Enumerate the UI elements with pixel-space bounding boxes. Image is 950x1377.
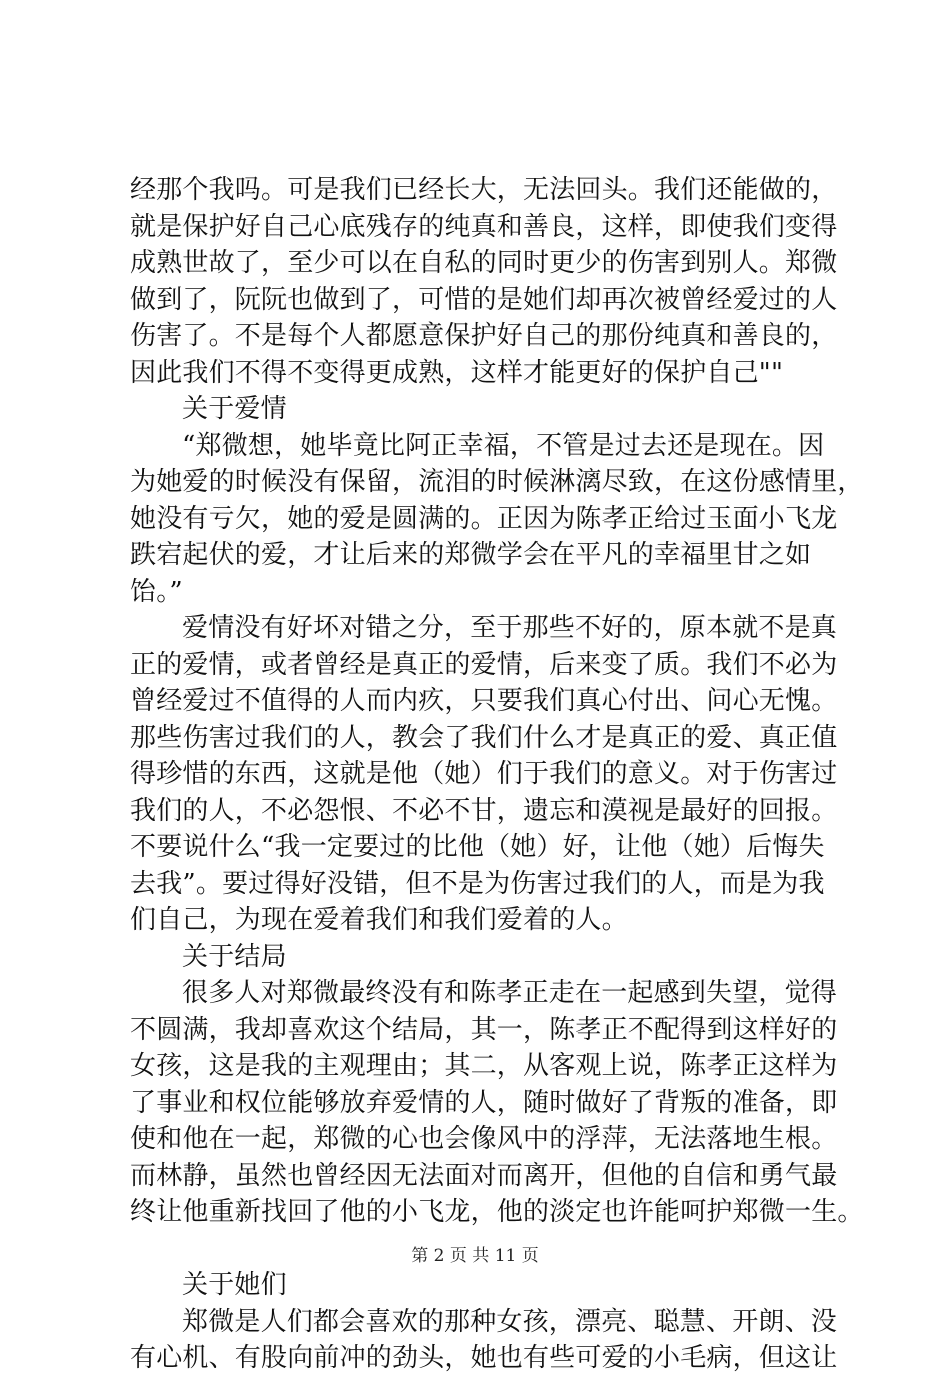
text-line: 关于结局 xyxy=(182,941,287,972)
text-line: “郑微想，她毕竟比阿正幸福，不管是过去还是现在。因 xyxy=(182,430,825,461)
text-line: 郑微是人们都会喜欢的那种女孩，漂亮、聪慧、开朗、没 xyxy=(182,1306,838,1337)
text-line: 不圆满，我却喜欢这个结局，其一，陈孝正不配得到这样好的 xyxy=(130,1014,838,1045)
text-line: 那些伤害过我们的人，教会了我们什么才是真正的爱、真正值 xyxy=(130,722,838,753)
text-line: 终让他重新找回了他的小飞龙，他的淡定也许能呵护郑微一生。 xyxy=(130,1197,864,1227)
text-line: 关于她们 xyxy=(182,1270,287,1300)
text-line: 爱情没有好坏对错之分，至于那些不好的，原本就不是真 xyxy=(182,613,838,643)
page-footer: 第 2 页 共 11 页 xyxy=(411,1246,539,1266)
text-line: 有心机、有股向前冲的劲头，她也有些可爱的小毛病，但这让 xyxy=(130,1343,838,1373)
text-line: 成熟世故了，至少可以在自私的同时更少的伤害到别人。郑微 xyxy=(130,248,838,278)
text-line: 经那个我吗。可是我们已经长大，无法回头。我们还能做的， xyxy=(130,175,838,205)
text-line: 关于爱情 xyxy=(182,394,287,424)
text-line: 而林静，虽然也曾经因无法面对而离开，但他的自信和勇气最 xyxy=(130,1160,838,1191)
text-line: 做到了，阮阮也做到了，可惜的是她们却再次被曾经爱过的人 xyxy=(130,284,838,315)
text-line: 很多人对郑微最终没有和陈孝正走在一起感到失望，觉得 xyxy=(182,978,838,1008)
text-line: 们自己，为现在爱着我们和我们爱着的人。 xyxy=(130,905,628,935)
text-line: 为她爱的时候没有保留，流泪的时候淋漓尽致，在这份感情里， xyxy=(130,467,864,497)
text-line: 正的爱情，或者曾经是真正的爱情，后来变了质。我们不必为 xyxy=(130,649,838,680)
text-line: 我们的人，不必怨恨、不必不甘，遗忘和漠视是最好的回报。 xyxy=(130,795,838,826)
text-line: 得珍惜的东西，这就是他（她）们于我们的意义。对于伤害过 xyxy=(130,759,838,789)
text-line: 伤害了。不是每个人都愿意保护好自己的那份纯真和善良的， xyxy=(130,321,838,351)
text-line: 因此我们不得不变得更成熟，这样才能更好的保护自己"" xyxy=(130,357,784,388)
text-line: 女孩，这是我的主观理由；其二，从客观上说，陈孝正这样为 xyxy=(130,1051,838,1081)
text-line: 曾经爱过不值得的人而内疚，只要我们真心付出、问心无愧。 xyxy=(130,686,838,716)
text-line: 饴。” xyxy=(130,576,183,607)
text-line: 跌宕起伏的爱，才让后来的郑微学会在平凡的幸福里甘之如 xyxy=(130,540,812,570)
text-line: 就是保护好自己心底残存的纯真和善良，这样，即使我们变得 xyxy=(130,211,838,242)
text-line: 去我”。要过得好没错，但不是为伤害过我们的人，而是为我 xyxy=(130,868,825,899)
text-line: 她没有亏欠，她的爱是圆满的。正因为陈孝正给过玉面小飞龙 xyxy=(130,503,838,534)
text-line: 不要说什么“我一定要过的比他（她）好，让他（她）后悔失 xyxy=(130,832,825,862)
text-line: 了事业和权位能够放弃爱情的人，随时做好了背叛的准备，即 xyxy=(130,1087,838,1118)
document-body xyxy=(130,172,864,1377)
text-line: 使和他在一起，郑微的心也会像风中的浮萍，无法落地生根。 xyxy=(130,1124,838,1154)
